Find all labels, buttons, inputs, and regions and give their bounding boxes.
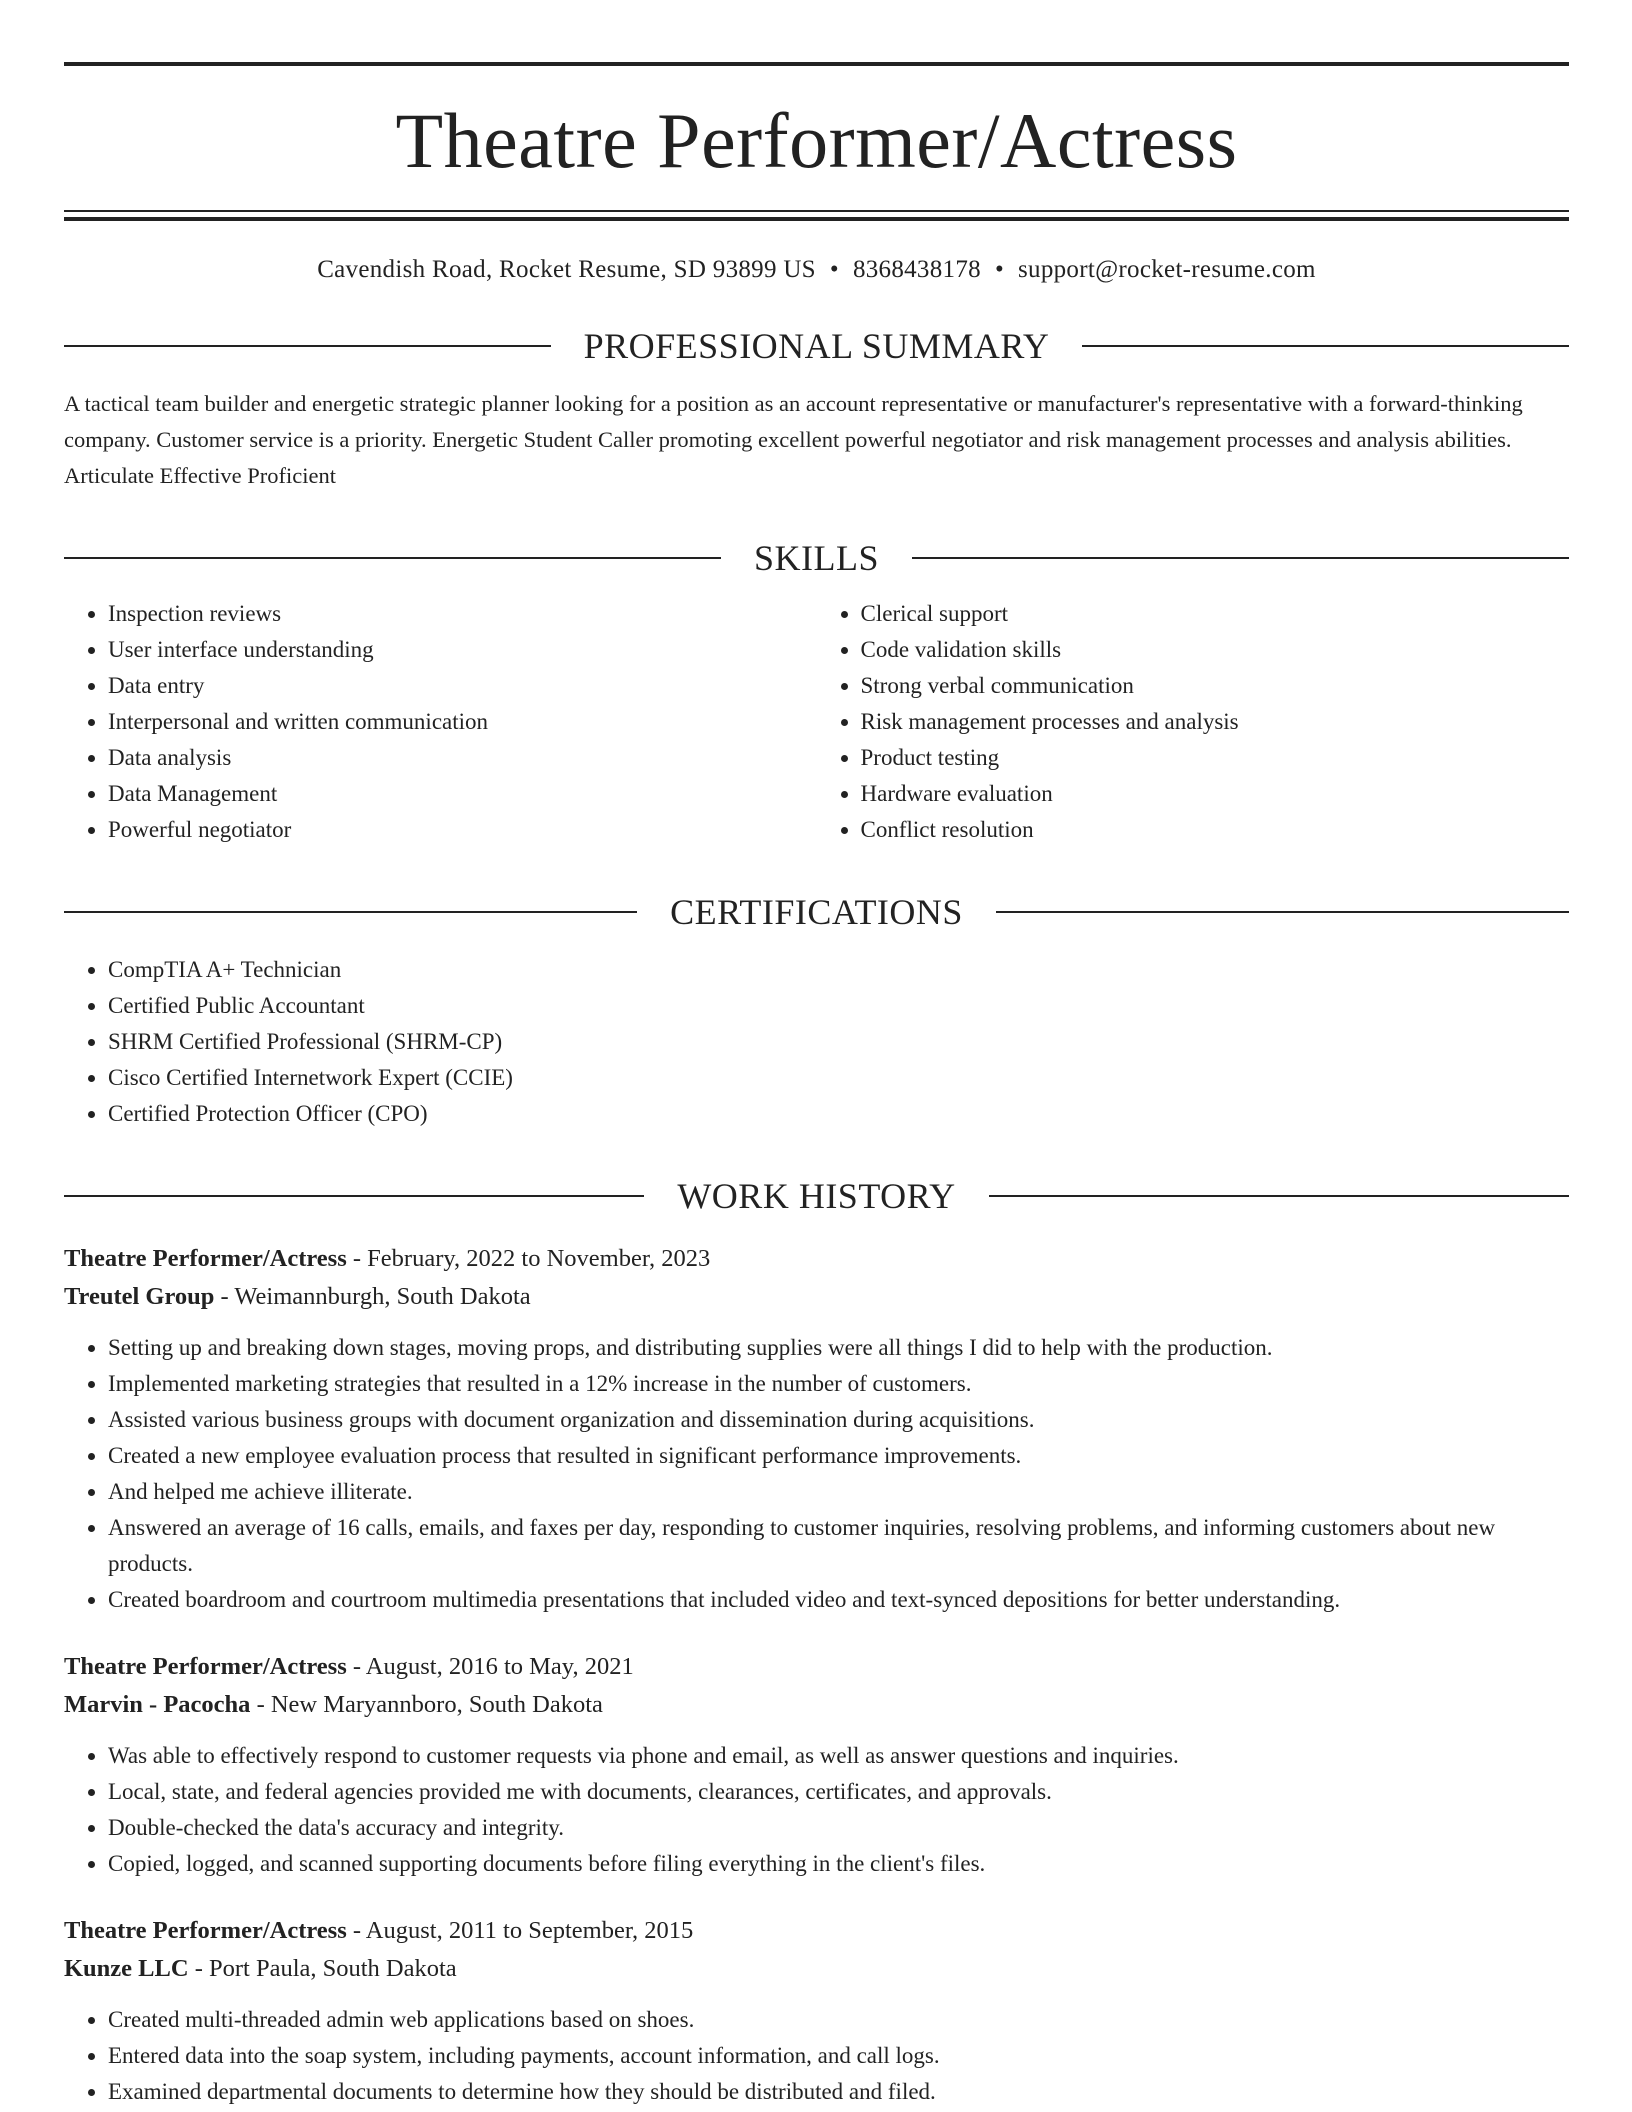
- contact-address: Cavendish Road, Rocket Resume, SD 93899 US: [317, 256, 816, 283]
- heading-rule-right: [912, 557, 1569, 559]
- job-location: - Port Paula, South Dakota: [188, 1955, 457, 1982]
- job-bullet: • Created multi-threaded admin web applications based on shoes.: [108, 2002, 1569, 2038]
- skill-item: • Interpersonal and written communication: [108, 704, 817, 740]
- job-bullets: [64, 1738, 1569, 1882]
- certification-item: • Certified Protection Officer (CPO): [108, 1096, 1569, 1132]
- skills-title: SKILLS: [754, 538, 880, 578]
- heading-rule-left: [64, 911, 637, 913]
- heading-rule-left: [64, 557, 721, 559]
- job-company: Treutel Group: [64, 1283, 215, 1310]
- job-bullet: • Local, state, and federal agencies provided me with documents, clearances, certificates, and approvals.: [108, 1774, 1569, 1810]
- certification-item: • Certified Public Accountant: [108, 988, 1569, 1024]
- skills-columns: [64, 596, 1569, 848]
- certifications-block: [64, 952, 1569, 1132]
- job-role-line: [64, 1912, 1569, 1950]
- skills-column-right: [817, 596, 1570, 848]
- skill-item: • User interface understanding: [108, 632, 817, 668]
- heading-rule-right: [1082, 345, 1569, 347]
- work-history-heading: [64, 1178, 1569, 1214]
- job-entry: [64, 1648, 1569, 1882]
- skill-item: • Inspection reviews: [108, 596, 817, 632]
- skill-item: • Strong verbal communication: [861, 668, 1570, 704]
- skill-item: • Data entry: [108, 668, 817, 704]
- job-dates: - February, 2022 to November, 2023: [346, 1245, 711, 1272]
- summary-heading: [64, 328, 1569, 364]
- job-bullet: • Double-checked the data's accuracy and integrity.: [108, 1810, 1569, 1846]
- contact-separator: •: [994, 256, 1004, 283]
- skill-item: • Hardware evaluation: [861, 776, 1570, 812]
- job-bullet: • Entered data into the soap system, including payments, account information, and call logs.: [108, 2038, 1569, 2074]
- job-dates: - August, 2011 to September, 2015: [346, 1917, 694, 1944]
- job-bullet: • Copied, logged, and scanned supporting documents before filing everything in the client's files.: [108, 1846, 1569, 1882]
- job-bullets: [64, 1330, 1569, 1618]
- job-bullet: • And helped me achieve illiterate.: [108, 1474, 1569, 1510]
- job-role: Theatre Performer/Actress: [64, 1917, 347, 1944]
- job-location: - New Maryannboro, South Dakota: [250, 1691, 603, 1718]
- job-entry: [64, 1912, 1569, 2110]
- certifications-heading: [64, 894, 1569, 930]
- job-company-line: [64, 1686, 1569, 1724]
- skill-item: • Product testing: [861, 740, 1570, 776]
- job-role-line: [64, 1648, 1569, 1686]
- contact-email: support@rocket-resume.com: [1018, 256, 1316, 283]
- skill-item: • Data Management: [108, 776, 817, 812]
- certifications-list: [64, 952, 1569, 1132]
- job-company-line: [64, 1278, 1569, 1316]
- work-history-title: WORK HISTORY: [677, 1176, 956, 1216]
- job-bullets: [64, 2002, 1569, 2110]
- job-bullet: • Answered an average of 16 calls, emails, and faxes per day, responding to customer inquiries, resolving problems, and informing customers about new products.: [108, 1510, 1569, 1582]
- resume-page: [64, 62, 1569, 2110]
- job-bullet: • Assisted various business groups with document organization and dissemination during acquisitions.: [108, 1402, 1569, 1438]
- top-rule: [64, 62, 1569, 66]
- skills-column-left: [64, 596, 817, 848]
- certification-item: • CompTIA A+ Technician: [108, 952, 1569, 988]
- job-bullet: • Examined departmental documents to determine how they should be distributed and filed.: [108, 2074, 1569, 2110]
- skill-item: • Risk management processes and analysis: [861, 704, 1570, 740]
- heading-rule-left: [64, 345, 551, 347]
- skill-item: • Conflict resolution: [861, 812, 1570, 848]
- heading-rule-right: [989, 1195, 1569, 1197]
- job-role: Theatre Performer/Actress: [64, 1245, 347, 1272]
- contact-phone: 8368438178: [852, 256, 981, 283]
- job-bullet: • Created a new employee evaluation process that resulted in significant performance improvements.: [108, 1438, 1569, 1474]
- skill-item: • Clerical support: [861, 596, 1570, 632]
- contact-separator: •: [829, 256, 839, 283]
- job-entry: [64, 1240, 1569, 1618]
- contact-line: [64, 257, 1569, 282]
- job-bullet: • Implemented marketing strategies that resulted in a 12% increase in the number of customers.: [108, 1366, 1569, 1402]
- header-double-rule: [64, 210, 1569, 221]
- job-company: Marvin - Pacocha: [64, 1691, 251, 1718]
- job-bullet: • Created boardroom and courtroom multimedia presentations that included video and text-synced depositions for better understanding.: [108, 1582, 1569, 1618]
- job-bullet: • Was able to effectively respond to customer requests via phone and email, as well as answer questions and inquiries.: [108, 1738, 1569, 1774]
- summary-text: A tactical team builder and energetic strategic planner looking for a position as an account representative or manufacturer's representative with a forward-thinking company. Customer service is a priority. Energetic Student Caller promoting excellent powerful negotiator and risk management processes and analysis abilities. Articulate Effective Proficient: [64, 391, 1523, 488]
- summary-title: PROFESSIONAL SUMMARY: [583, 326, 1050, 366]
- job-location: - Weimannburgh, South Dakota: [214, 1283, 531, 1310]
- job-company: Kunze LLC: [64, 1955, 189, 1982]
- candidate-name: Theatre Performer/Actress: [395, 97, 1238, 184]
- job-role: Theatre Performer/Actress: [64, 1653, 347, 1680]
- skill-item: • Code validation skills: [861, 632, 1570, 668]
- skills-list-left: [64, 596, 817, 848]
- heading-rule-right: [996, 911, 1569, 913]
- certifications-title: CERTIFICATIONS: [670, 892, 963, 932]
- skills-list-right: [817, 596, 1570, 848]
- skill-item: • Data analysis: [108, 740, 817, 776]
- heading-rule-left: [64, 1195, 644, 1197]
- job-role-line: [64, 1240, 1569, 1278]
- certification-item: • Cisco Certified Internetwork Expert (CCIE): [108, 1060, 1569, 1096]
- job-dates: - August, 2016 to May, 2021: [346, 1653, 634, 1680]
- skills-heading: [64, 540, 1569, 576]
- job-company-line: [64, 1950, 1569, 1988]
- certification-item: • SHRM Certified Professional (SHRM-CP): [108, 1024, 1569, 1060]
- skill-item: • Powerful negotiator: [108, 812, 817, 848]
- job-bullet: • Setting up and breaking down stages, moving props, and distributing supplies were all things I did to help with the production.: [108, 1330, 1569, 1366]
